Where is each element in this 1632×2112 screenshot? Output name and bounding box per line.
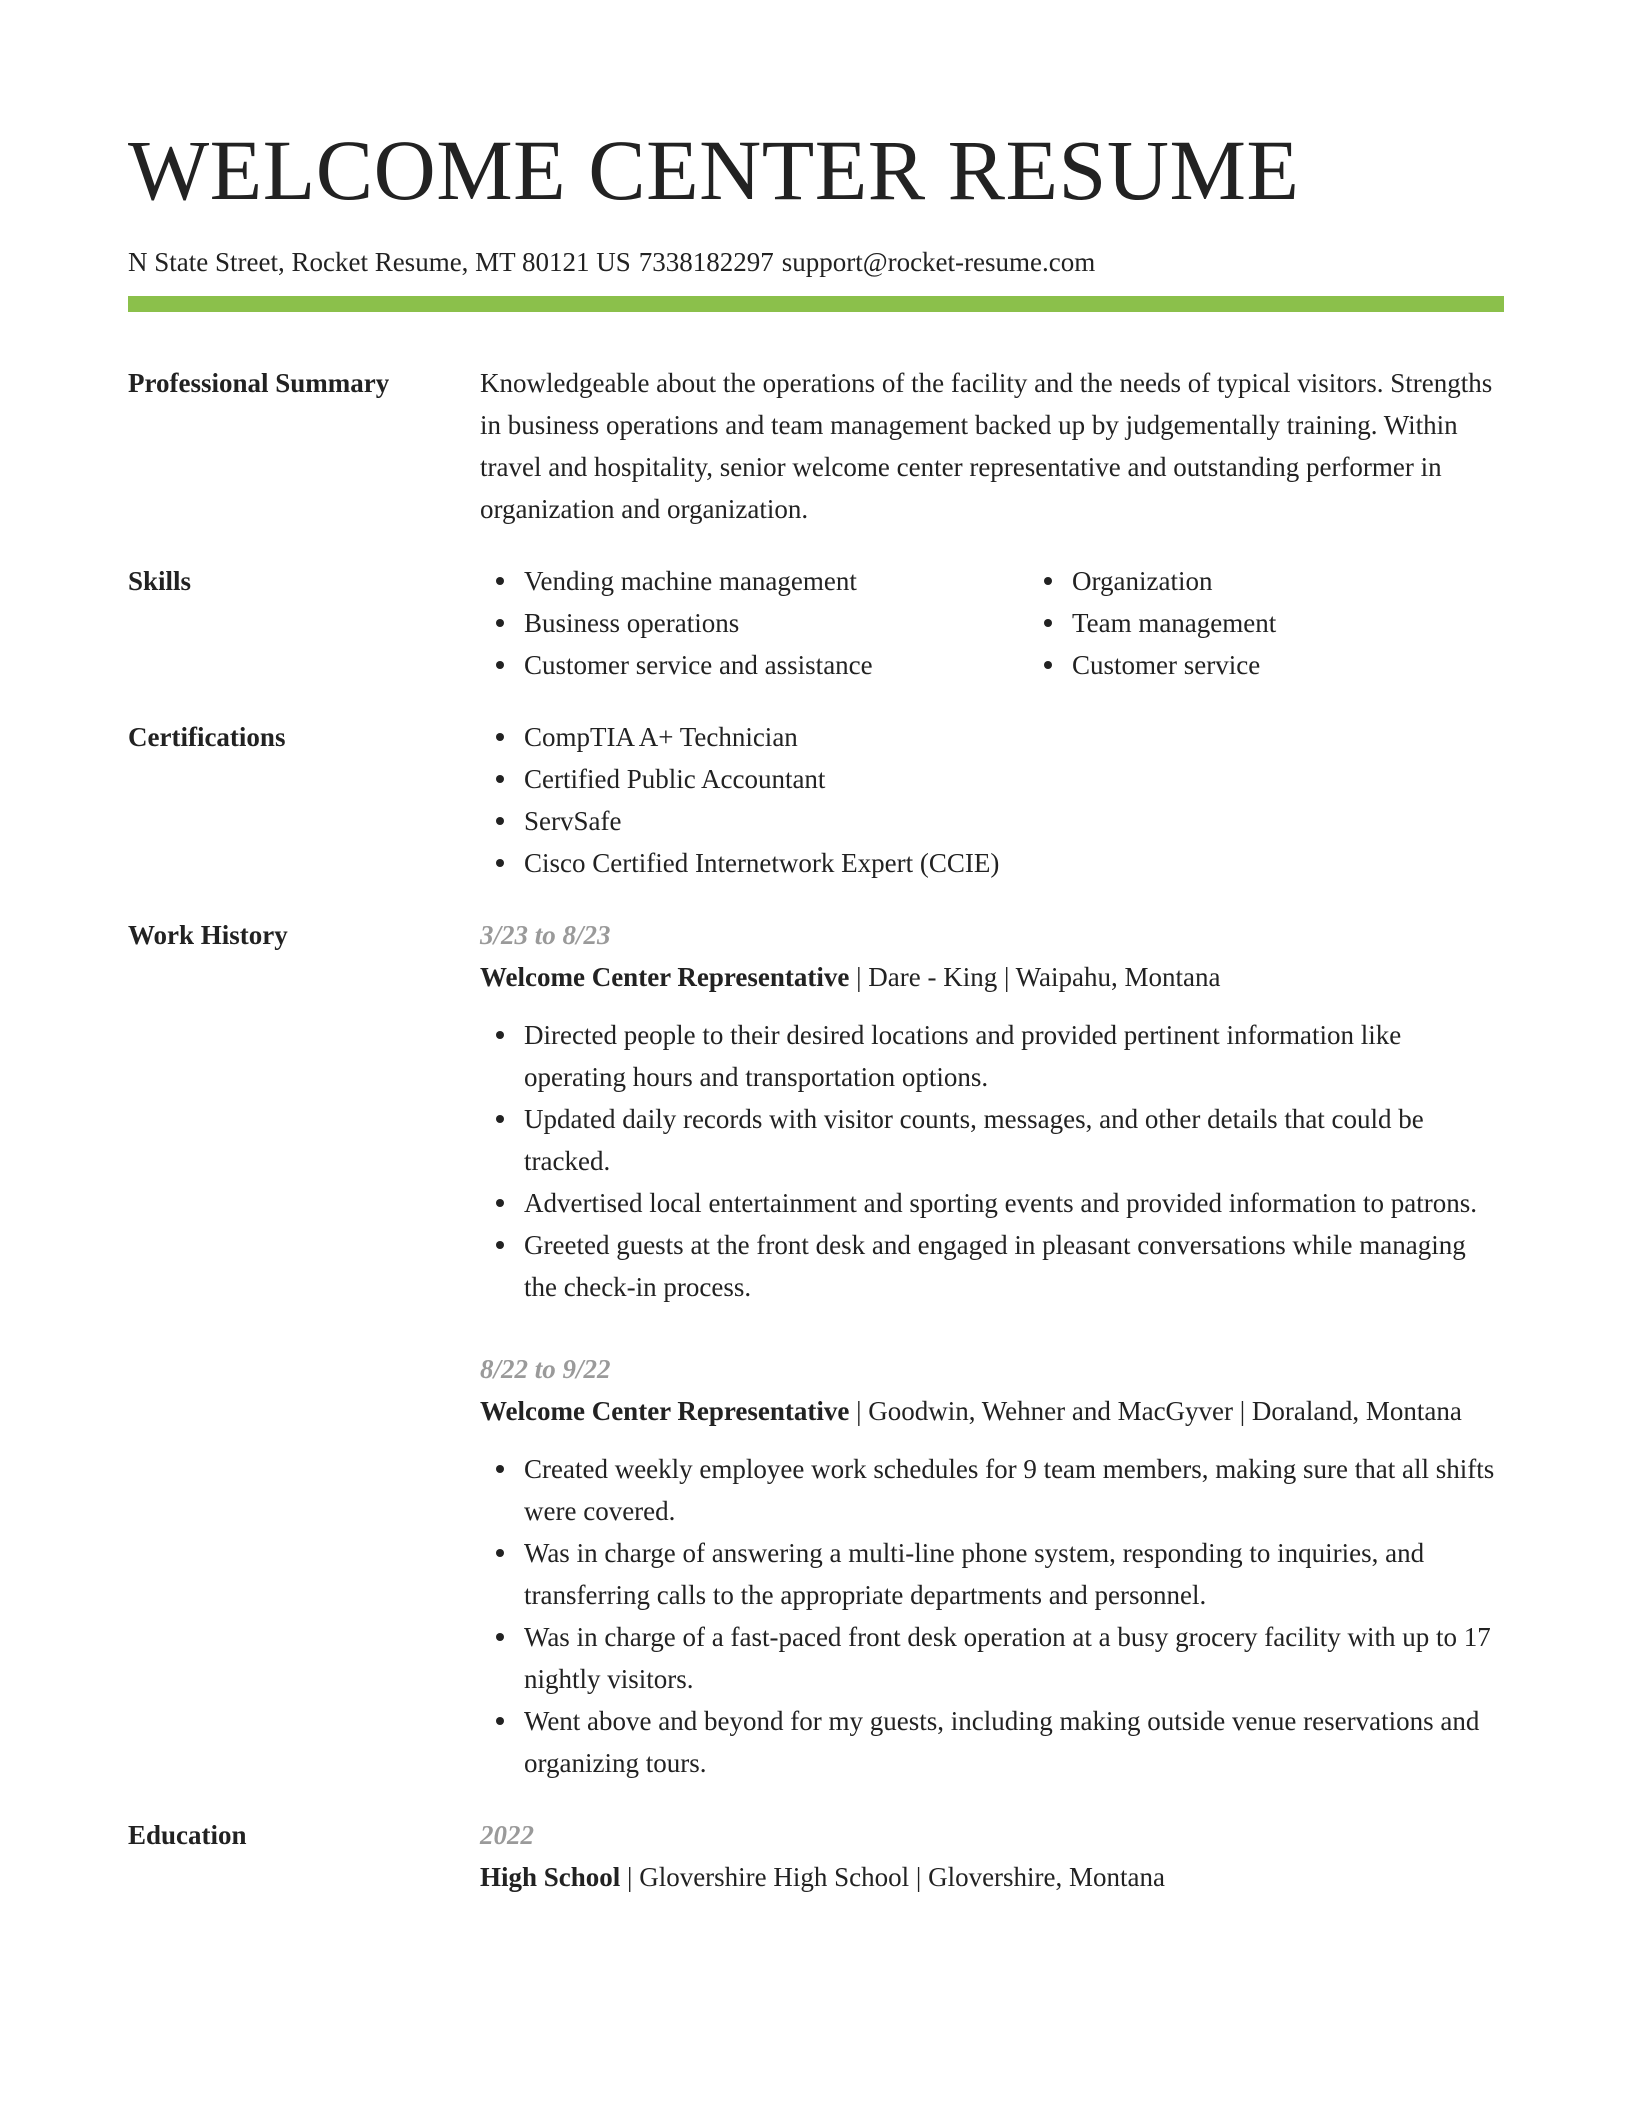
job-bullet: Updated daily records with visitor counts, messages, and other details that could be tracked. [524, 1098, 1504, 1182]
header-divider [128, 296, 1504, 312]
certification-item: Cisco Certified Internetwork Expert (CCIE) [524, 842, 1504, 884]
section-label: Work History [128, 920, 288, 950]
certification-item: Certified Public Accountant [524, 758, 1504, 800]
skill-item: Team management [1072, 602, 1472, 644]
job-heading [480, 1390, 1504, 1432]
section-label: Professional Summary [128, 368, 390, 398]
skills-column [1028, 560, 1472, 686]
section-label: Skills [128, 566, 192, 596]
summary-text: Knowledgeable about the operations of the facility and the needs of typical visitors. Strengths in business operations and team management backed up by judgementally training. Within travel and hospitality, senior welcome center representative and outstanding performer in organization and organization. [480, 368, 1493, 524]
education-section [128, 1814, 1504, 1898]
job-details: | Dare - King | Waipahu, Montana [849, 962, 1221, 992]
skill-item: Organization [1072, 560, 1472, 602]
job-bullet: Advertised local entertainment and sporting events and provided information to patrons. [524, 1182, 1504, 1224]
certification-item: CompTIA A+ Technician [524, 716, 1504, 758]
contact-phone: 7338182297 [638, 247, 774, 277]
education-year: 2022 [480, 1820, 534, 1850]
job-bullet: Was in charge of a fast-paced front desk operation at a busy grocery facility with up to 17 nightly visitors. [524, 1616, 1504, 1700]
job-bullets [480, 1448, 1504, 1784]
contact-address: N State Street, Rocket Resume, MT 80121 US [128, 247, 631, 277]
skill-item: Vending machine management [524, 560, 1028, 602]
certifications-section [128, 716, 1504, 884]
skill-item: Business operations [524, 602, 1028, 644]
resume-title: WELCOME CENTER RESUME [128, 122, 1300, 218]
job-details: | Goodwin, Wehner and MacGyver | Doraland, Montana [849, 1396, 1462, 1426]
job-heading [480, 956, 1504, 998]
education-details: | Glovershire High School | Glovershire, Montana [620, 1862, 1166, 1892]
job-bullet: Went above and beyond for my guests, including making outside venue reservations and organizing tours. [524, 1700, 1504, 1784]
job-bullet: Directed people to their desired locations and provided pertinent information like operating hours and transportation options. [524, 1014, 1504, 1098]
job-title: Welcome Center Representative [480, 962, 850, 992]
skill-item: Customer service and assistance [524, 644, 1028, 686]
job-bullet: Greeted guests at the front desk and engaged in pleasant conversations while managing the check-in process. [524, 1224, 1504, 1308]
skill-item: Customer service [1072, 644, 1472, 686]
job-bullet: Was in charge of answering a multi-line phone system, responding to inquiries, and transferring calls to the appropriate departments and personnel. [524, 1532, 1504, 1616]
job-title: Welcome Center Representative [480, 1396, 850, 1426]
job-entry [480, 914, 1504, 1308]
skills-section [128, 560, 1504, 686]
contact-email: support@rocket-resume.com [781, 247, 1096, 277]
section-label: Education [128, 1820, 247, 1850]
job-dates: 3/23 to 8/23 [480, 920, 611, 950]
job-bullets [480, 1014, 1504, 1308]
work-history-section [128, 914, 1504, 1784]
summary-section [128, 362, 1504, 530]
resume-page [128, 120, 1504, 1898]
certifications-list [480, 716, 1504, 884]
skills-column [480, 560, 1028, 686]
section-label: Certifications [128, 722, 286, 752]
skills-list [480, 560, 1504, 686]
education-heading [480, 1856, 1504, 1898]
job-entry [480, 1348, 1504, 1784]
contact-line [128, 244, 1504, 280]
certification-item: ServSafe [524, 800, 1504, 842]
job-dates: 8/22 to 9/22 [480, 1354, 611, 1384]
education-degree: High School [480, 1862, 621, 1892]
job-bullet: Created weekly employee work schedules for 9 team members, making sure that all shifts were covered. [524, 1448, 1504, 1532]
